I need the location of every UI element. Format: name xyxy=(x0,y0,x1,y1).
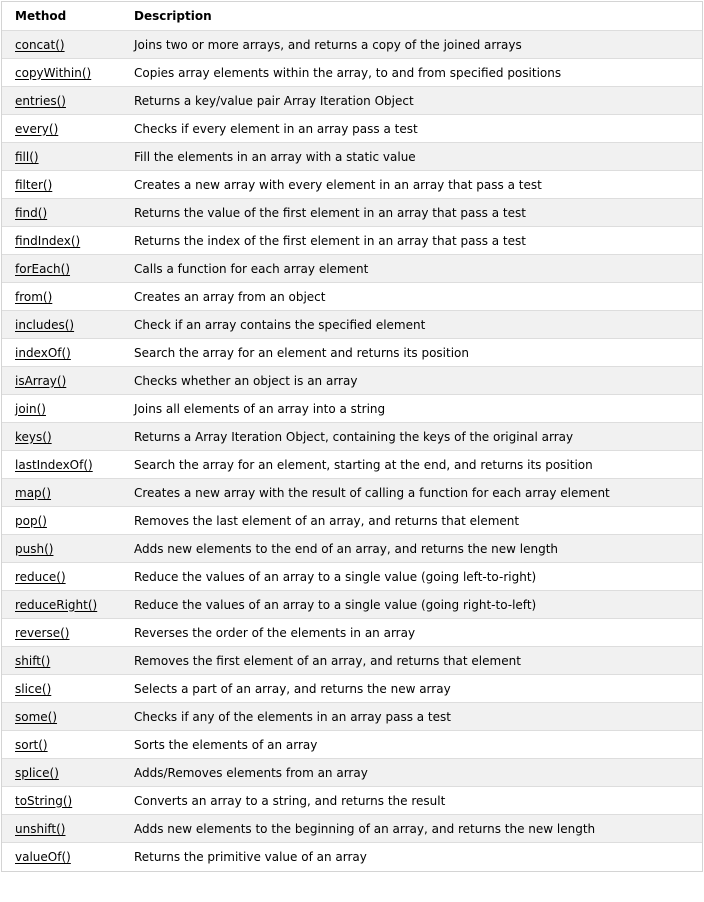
method-cell xyxy=(2,486,134,500)
description-cell: Fill the elements in an array with a static value xyxy=(134,149,416,164)
description-cell: Adds new elements to the beginning of an array, and returns the new length xyxy=(134,821,596,836)
description-cell: Returns the value of the first element in an array that pass a test xyxy=(134,205,526,220)
description-cell: Reverses the order of the elements in an array xyxy=(134,625,416,640)
table-row xyxy=(2,563,702,591)
method-cell xyxy=(2,122,134,136)
description-cell: Joins all elements of an array into a string xyxy=(134,401,386,416)
method-link[interactable]: find() xyxy=(15,205,48,220)
description-cell: Adds new elements to the end of an array, and returns the new length xyxy=(134,541,559,556)
table-row xyxy=(2,87,702,115)
method-link[interactable]: concat() xyxy=(15,37,65,52)
method-cell xyxy=(2,766,134,780)
method-link[interactable]: includes() xyxy=(15,317,75,332)
table-row xyxy=(2,31,702,59)
table-row xyxy=(2,535,702,563)
method-link[interactable]: valueOf() xyxy=(15,850,71,864)
method-cell xyxy=(2,794,134,808)
description-cell: Reduce the values of an array to a single value (going right-to-left) xyxy=(134,597,537,612)
method-cell xyxy=(2,374,134,388)
method-cell xyxy=(2,458,134,472)
method-cell xyxy=(2,654,134,668)
method-link[interactable]: join() xyxy=(15,401,46,416)
array-methods-table xyxy=(1,1,703,872)
description-cell: Creates a new array with every element in an array that pass a test xyxy=(134,177,542,192)
table-row xyxy=(2,311,702,339)
method-link[interactable]: splice() xyxy=(15,765,59,780)
method-link[interactable]: sort() xyxy=(15,737,48,752)
description-cell: Joins two or more arrays, and returns a copy of the joined arrays xyxy=(134,37,522,52)
method-cell xyxy=(2,402,134,416)
method-cell xyxy=(2,262,134,276)
method-cell xyxy=(2,38,134,52)
description-cell: Returns the primitive value of an array xyxy=(134,850,367,864)
method-link[interactable]: slice() xyxy=(15,681,52,696)
description-cell: Sorts the elements of an array xyxy=(134,737,318,752)
table-row xyxy=(2,255,702,283)
description-cell: Copies array elements within the array, to and from specified positions xyxy=(134,65,562,80)
method-link[interactable]: lastIndexOf() xyxy=(15,457,93,472)
table-header-row xyxy=(2,2,702,31)
table-row xyxy=(2,759,702,787)
table-row xyxy=(2,675,702,703)
method-link[interactable]: findIndex() xyxy=(15,233,81,248)
method-cell xyxy=(2,94,134,108)
method-link[interactable]: every() xyxy=(15,121,59,136)
method-cell xyxy=(2,542,134,556)
method-link[interactable]: keys() xyxy=(15,429,52,444)
table-row xyxy=(2,59,702,87)
method-cell xyxy=(2,850,134,864)
table-row xyxy=(2,843,702,871)
table-row xyxy=(2,171,702,199)
description-cell: Selects a part of an array, and returns the new array xyxy=(134,681,451,696)
method-cell xyxy=(2,738,134,752)
method-link[interactable]: pop() xyxy=(15,513,47,528)
method-link[interactable]: from() xyxy=(15,289,53,304)
method-cell xyxy=(2,626,134,640)
method-link[interactable]: fill() xyxy=(15,149,39,164)
description-cell: Removes the last element of an array, and returns that element xyxy=(134,513,520,528)
description-cell: Adds/Removes elements from an array xyxy=(134,765,368,780)
description-column-header: Description xyxy=(134,9,212,23)
table-row xyxy=(2,647,702,675)
method-column-header: Method xyxy=(15,9,67,23)
description-cell: Search the array for an element, starting at the end, and returns its position xyxy=(134,457,593,472)
table-row xyxy=(2,367,702,395)
method-link[interactable]: push() xyxy=(15,541,54,556)
description-cell: Removes the first element of an array, and returns that element xyxy=(134,653,521,668)
description-cell: Converts an array to a string, and returns the result xyxy=(134,793,446,808)
method-link[interactable]: reduceRight() xyxy=(15,597,98,612)
method-cell xyxy=(2,570,134,584)
table-row xyxy=(2,143,702,171)
method-cell xyxy=(2,710,134,724)
method-link[interactable]: isArray() xyxy=(15,373,67,388)
table-row xyxy=(2,451,702,479)
method-cell xyxy=(2,206,134,220)
description-cell: Creates a new array with the result of calling a function for each array element xyxy=(134,485,610,500)
description-cell: Returns the index of the first element in an array that pass a test xyxy=(134,233,526,248)
method-cell xyxy=(2,514,134,528)
method-cell xyxy=(2,346,134,360)
method-cell xyxy=(2,822,134,836)
table-row xyxy=(2,199,702,227)
method-cell xyxy=(2,318,134,332)
method-link[interactable]: reduce() xyxy=(15,569,66,584)
description-cell: Check if an array contains the specified element xyxy=(134,317,426,332)
method-link[interactable]: shift() xyxy=(15,653,51,668)
description-cell: Reduce the values of an array to a single value (going left-to-right) xyxy=(134,569,537,584)
table-row xyxy=(2,423,702,451)
description-cell: Calls a function for each array element xyxy=(134,261,369,276)
method-cell xyxy=(2,234,134,248)
method-cell xyxy=(2,150,134,164)
table-row xyxy=(2,815,702,843)
method-link[interactable]: map() xyxy=(15,485,52,500)
method-cell xyxy=(2,598,134,612)
description-cell: Returns a key/value pair Array Iteration Object xyxy=(134,93,414,108)
method-cell xyxy=(2,290,134,304)
method-cell xyxy=(2,66,134,80)
method-cell xyxy=(2,178,134,192)
table-row xyxy=(2,395,702,423)
method-link[interactable]: forEach() xyxy=(15,261,71,276)
table-row xyxy=(2,619,702,647)
table-row xyxy=(2,591,702,619)
table-row xyxy=(2,703,702,731)
table-row xyxy=(2,339,702,367)
method-cell xyxy=(2,430,134,444)
method-link[interactable]: entries() xyxy=(15,93,66,108)
description-cell: Checks if every element in an array pass a test xyxy=(134,121,418,136)
method-link[interactable]: copyWithin() xyxy=(15,65,92,80)
table-row xyxy=(2,731,702,759)
method-link[interactable]: indexOf() xyxy=(15,345,71,360)
method-link[interactable]: some() xyxy=(15,709,58,724)
table-row xyxy=(2,787,702,815)
table-row xyxy=(2,507,702,535)
table-row xyxy=(2,479,702,507)
table-row xyxy=(2,115,702,143)
method-link[interactable]: toString() xyxy=(15,793,73,808)
method-cell xyxy=(2,682,134,696)
method-link[interactable]: filter() xyxy=(15,177,53,192)
description-cell: Creates an array from an object xyxy=(134,289,326,304)
description-cell: Checks whether an object is an array xyxy=(134,373,358,388)
method-link[interactable]: reverse() xyxy=(15,625,70,640)
description-cell: Checks if any of the elements in an array pass a test xyxy=(134,709,451,724)
method-link[interactable]: unshift() xyxy=(15,821,66,836)
description-cell: Returns a Array Iteration Object, containing the keys of the original array xyxy=(134,429,574,444)
table-row xyxy=(2,283,702,311)
table-row xyxy=(2,227,702,255)
description-cell: Search the array for an element and returns its position xyxy=(134,345,469,360)
